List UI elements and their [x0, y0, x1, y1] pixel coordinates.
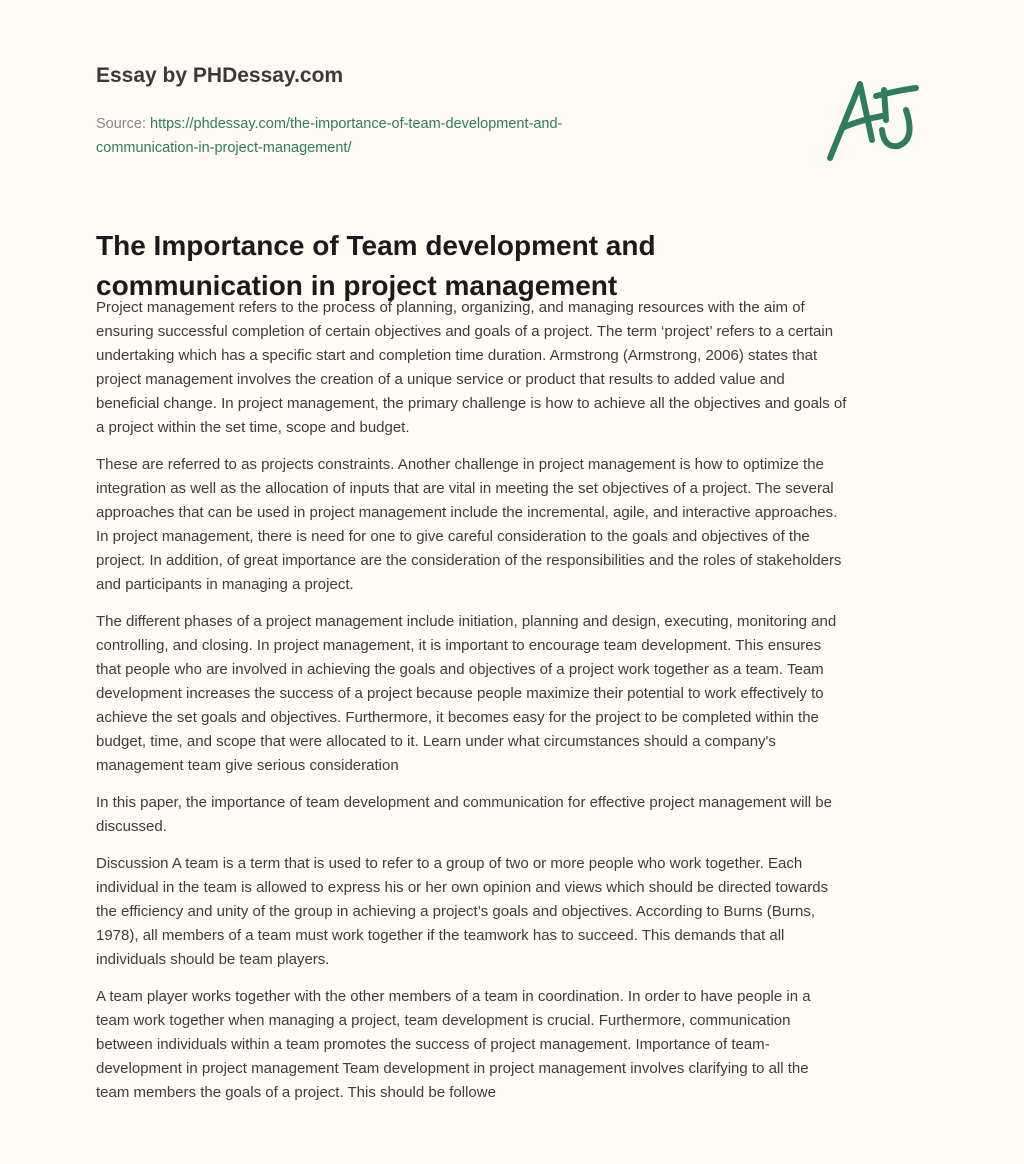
page-title: The Importance of Team development and communication in project management — [96, 230, 656, 301]
source-link[interactable]: https://phdessay.com/the-importance-of-team-development-and- communication-in-project-management/ — [96, 116, 563, 156]
paragraph: Project management refers to the process of planning, organizing, and managing resources with the aim of ensuring successful completion of certain objectives and goals of a project. The term ‘project’ refers to a certain undertaking which has a specific start and completion time duration. Armstrong (Armstrong, 2006) states that project management involves the creation of a unique service or product that results to added value and beneficial change. In project management, the primary challenge is how to achieve all the objectives and goals of a project within the set time, scope and budget. — [96, 299, 847, 436]
a-plus-logo-icon — [820, 70, 930, 170]
paragraph: The different phases of a project management include initiation, planning and design, executing, monitoring and controlling, and closing. In project management, it is important to encourage team development. This ensures that people who are involved in achieving the goals and objectives of a project work together as a team. Team development increases the success of a project because people maximize their potential to work effectively to achieve the set goals and objectives. Furthermore, it becomes easy for the project to be completed within the budget, time, and scope that were allocated to it. Learn under what circumstances should a company's management team give serious consideration — [96, 613, 837, 774]
source-line — [96, 112, 562, 160]
essay-body — [96, 296, 936, 1118]
paragraph: In this paper, the importance of team development and communication for effective project management will be discussed. — [96, 794, 832, 835]
paragraph: Discussion A team is a term that is used to refer to a group of two or more people who work together. Each individual in the team is allowed to express his or her own opinion and views which should be directed towards the efficiency and unity of the group in achieving a project’s goals and objectives. According to Burns (Burns, 1978), all members of a team must work together if the teamwork has to succeed. This demands that all individuals should be team players. — [96, 855, 829, 968]
paragraph: A team player works together with the other members of a team in coordination. In order to have people in a team work together when managing a project, team development is crucial. Furthermore, communication between individuals within a team promotes the success of project management. Importance of team- development in project management Team development in project management involves clarifying to all the team members the goals of a project. This should be followe — [96, 988, 811, 1101]
source-label: Source: — [96, 116, 150, 132]
site-brand: Essay by PHDessay.com — [96, 64, 344, 87]
paragraph: These are referred to as projects constraints. Another challenge in project management is how to optimize the integration as well as the allocation of inputs that are vital in meeting the set objectives of a project. The several approaches that can be used in project management include the incremental, agile, and interactive approaches. In project management, there is need for one to give careful consideration to the goals and objectives of the project. In addition, of great importance are the consideration of the responsibilities and the roles of stakeholders and participants in managing a project. — [96, 456, 842, 593]
